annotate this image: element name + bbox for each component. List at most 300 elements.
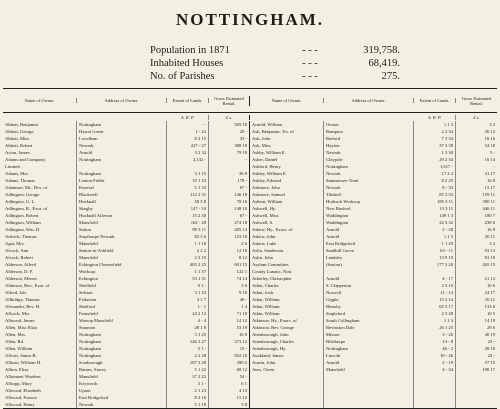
- table-cell: Allotment Wardens: [5, 374, 41, 379]
- table-cell: Claypole: [326, 157, 343, 162]
- table-cell: 17 2 2: [441, 171, 453, 176]
- table-cell: Agar, Mrs.: [5, 241, 25, 246]
- page-title: NOTTINGHAM.: [175, 10, 325, 29]
- table-cell: Hyson Green: [79, 129, 104, 134]
- header-rental-left: Gross Estimated Rental.: [209, 96, 250, 106]
- table-cell: 159 11: [482, 192, 495, 197]
- table-cell: 1 1 3: [443, 318, 453, 323]
- table-cell: 93 13: [484, 248, 495, 253]
- table-cell: Newark: [79, 143, 94, 148]
- table-cell: 16 11: [484, 297, 495, 302]
- table-cell: New Basford: [326, 206, 351, 211]
- table-cell: Atkin, William: [252, 311, 280, 316]
- table-cell: 1 1 5: [443, 234, 453, 239]
- table-cell: Attenborough, Hy.: [252, 346, 287, 351]
- table-cell: Mansfield: [79, 374, 98, 379]
- table-cell: Limited.: [5, 164, 21, 169]
- table-cell: Ashmore, John: [252, 185, 280, 190]
- table-cell: 15 2 30: [192, 213, 206, 218]
- table-cell: 652 10: [234, 353, 247, 358]
- table-cell: Askew, Luke: [252, 241, 277, 246]
- table-cell: Lambley: [326, 255, 343, 260]
- table-cell: 16 8: [486, 178, 495, 183]
- table-cell: 1 - 22: [195, 129, 206, 134]
- table-cell: 2 2 28: [194, 353, 206, 358]
- table-cell: Acton, James: [5, 150, 30, 155]
- table-cell: 16 14: [484, 157, 495, 162]
- table-cell: 53 19: [236, 325, 247, 330]
- table-cell: Lenton Fields: [79, 178, 105, 183]
- table-cell: 107 3 28: [189, 360, 206, 365]
- table-cell: 5 1 18: [194, 402, 206, 407]
- table-cell: 28 1 8: [194, 325, 206, 330]
- header-rental-right: Gross Estimated Rental.: [461, 95, 492, 106]
- table-cell: 162 - 28: [190, 220, 206, 225]
- table-cell: Attenborough, Charles: [252, 339, 294, 344]
- table-cell: Allcock, Mrs.: [5, 311, 31, 316]
- table-cell: Adamson, Mr., Dvs. of: [5, 185, 48, 190]
- table-cell: 390 11: [482, 199, 495, 204]
- table-cell: Atkinson, Hy., Exors. of: [252, 318, 297, 323]
- table-cell: Alderson, Misses: [5, 276, 37, 281]
- summary-row: [150, 57, 400, 70]
- table-cell: 19 1 23: [192, 178, 206, 183]
- right-rentals: [456, 121, 497, 408]
- table-cell: 13 3 11: [439, 206, 453, 211]
- summary-dash: - - -: [302, 71, 318, 82]
- table-cell: Bleasby: [326, 304, 341, 309]
- table-cell: 190 17: [482, 367, 495, 372]
- table-cell: 2 3 19: [194, 255, 206, 260]
- table-cell: Sutton-in-Ashfield: [79, 248, 114, 253]
- table-cell: Summerses-Trent: [326, 178, 359, 183]
- table-cell: Abbott, George: [5, 129, 34, 134]
- table-cell: 112 2 31: [190, 192, 206, 197]
- table-cell: Newark: [326, 171, 341, 176]
- table-cell: 4 - 4: [197, 318, 206, 323]
- table-cell: 40 19: [484, 332, 495, 337]
- table-cell: Hodsock Worksop: [326, 199, 360, 204]
- table-cell: 9 1 -: [197, 283, 206, 288]
- table-cell: Sheffield: [79, 283, 96, 288]
- table-cell: 265 15: [482, 262, 495, 267]
- table-cell: 8 2 15: [194, 136, 206, 141]
- table-cell: Allen, William: [5, 346, 33, 351]
- table-cell: 178 -: [237, 178, 247, 183]
- table-cell: 12 18: [236, 248, 247, 253]
- table-cell: Nottingham: [79, 339, 101, 344]
- table-cell: 54 -: [239, 374, 247, 379]
- table-cell: 8 2 16: [194, 395, 206, 400]
- table-cell: Adlington, William: [5, 220, 41, 225]
- table-cell: 3 1 15: [194, 171, 206, 176]
- table-cell: Atkin, William: [252, 297, 280, 302]
- table-cell: Sandhill Grove: [326, 248, 354, 253]
- table-cell: Adams, Thomas: [5, 178, 36, 183]
- table-cell: [414, 268, 453, 275]
- table-cell: 274 18: [234, 220, 247, 225]
- table-cell: 1 - 1: [197, 304, 206, 309]
- units-extent-right: A. R. P.: [414, 115, 456, 120]
- table-cell: 23 -: [487, 353, 495, 358]
- table-cell: 13 9 10: [439, 255, 453, 260]
- summary-dash: - - -: [302, 58, 318, 69]
- table-cell: 2 6: [241, 241, 247, 246]
- table-cell: Alderson, Alfred: [5, 262, 36, 267]
- table-cell: Askew, John: [252, 234, 276, 239]
- table-cell: 14 19: [484, 318, 495, 323]
- table-body: [3, 121, 497, 408]
- table-cell: 67 -: [239, 213, 247, 218]
- units-extent-left: A. R. P.: [167, 115, 209, 120]
- table-cell: Alfred, Joh.: [5, 290, 27, 295]
- table-cell: Kneesal: [79, 185, 94, 190]
- table-cell: 9 18: [238, 290, 247, 295]
- table-cell: 20 -: [239, 129, 247, 134]
- table-cell: 24 17: [484, 290, 495, 295]
- table-cell: 238 8: [484, 220, 495, 225]
- table-cell: 11 - 14: [440, 290, 453, 295]
- left-owner-names: [3, 121, 77, 408]
- summary-label: Population in 1871: [150, 45, 230, 56]
- table-cell: Aves, Owen: [252, 367, 275, 372]
- table-cell: Waddington: [326, 220, 349, 225]
- table-cell: Mansfield: [79, 255, 98, 260]
- table-cell: 85 3 33: [439, 192, 453, 197]
- table-cell: 37 2 22: [192, 374, 206, 379]
- table-cell: Allen, Mrs.: [5, 332, 27, 337]
- table-cell: Waddington: [326, 213, 349, 218]
- table-cell: Newark: [326, 150, 341, 155]
- table-cell: 20 11: [484, 234, 495, 239]
- table-cell: 388 10: [234, 143, 247, 148]
- table-cell: 4 - 34: [442, 367, 453, 372]
- table-cell: Stapleford: [326, 311, 346, 316]
- table-cell: 1 1 29: [441, 241, 453, 246]
- table-cell: Retford: [326, 136, 341, 141]
- table-cell: 180 7: [484, 213, 495, 218]
- table-cell: Newark: [326, 185, 341, 190]
- table-cell: Alderson, Rev., Exor. of: [5, 283, 50, 288]
- table-cell: 30 12: [484, 129, 495, 134]
- table-cell: Aslin, Sanderson: [252, 248, 284, 253]
- table-cell: 2 2 2: [196, 248, 206, 253]
- table-cell: 68 12: [236, 367, 247, 372]
- table-cell: (Saxton): [326, 262, 342, 267]
- table-cell: Allbridge, Thomas: [5, 297, 40, 302]
- table-cell: Hayton: [326, 143, 340, 148]
- table-cell: Atkin, William: [252, 304, 280, 309]
- table-cell: -: [245, 157, 247, 162]
- table-cell: Shelford: [79, 304, 95, 309]
- table-cell: [167, 163, 206, 170]
- header-address-right: Address of Owner.: [324, 98, 414, 103]
- table-cell: 2 3 10: [441, 283, 453, 288]
- table-cell: Adlington, G. L.: [5, 199, 36, 204]
- table-cell: 146 3 27: [189, 339, 206, 344]
- header-name-left: Name of Owner.: [3, 98, 77, 103]
- left-extents: [167, 121, 209, 408]
- table-cell: 6 1: [241, 381, 247, 386]
- table-cell: 16 16: [484, 136, 495, 141]
- table-cell: Misson: [326, 332, 340, 337]
- table-cell: Adlington, George: [5, 192, 40, 197]
- table-cell: Adlington, R., Exor. of: [5, 206, 48, 211]
- table-cell: Nottingham: [79, 157, 101, 162]
- table-cell: Arnold: [79, 150, 93, 155]
- table-cell: Selston: [79, 290, 93, 295]
- table-cell: Alcock, Robert: [5, 255, 34, 260]
- table-cell: 1,617 -: [439, 164, 453, 169]
- table-cell: East Bridgeford: [326, 241, 356, 246]
- table-cell: Alderson, D. F.: [5, 269, 34, 274]
- summary-row: [150, 70, 400, 83]
- summary-row: [150, 44, 400, 57]
- summary-label: Inhabited Houses: [150, 58, 224, 69]
- table-cell: -: [493, 164, 495, 169]
- table-cell: Nottingham: [326, 164, 348, 169]
- table-cell: Scarborough: [79, 360, 103, 365]
- table-cell: Adams and Company,: [5, 157, 46, 162]
- units-row: [3, 113, 497, 121]
- table-cell: 3 1 23: [194, 290, 206, 295]
- table-cell: Allen, Miss Eliza: [5, 325, 38, 330]
- table-cell: 3 - 26: [442, 332, 453, 337]
- table-cell: 177 3 20: [436, 262, 453, 267]
- table-cell: Asher, Daniel: [252, 157, 278, 162]
- table-cell: 5 3 25: [194, 332, 206, 337]
- table-cell: 24 2 13: [192, 311, 206, 316]
- table-cell: 53 1 31: [192, 276, 206, 281]
- table-cell: S. Clapperton: [326, 283, 352, 288]
- table-cell: [209, 163, 247, 170]
- table-cell: East Bridgeford: [79, 395, 109, 400]
- table-cell: 2 - 19: [442, 360, 453, 365]
- table-cell: - -: [201, 122, 206, 127]
- table-cell: Arnold, William: [252, 122, 283, 127]
- table-cell: County Lunatic, Nott.: [252, 269, 293, 274]
- table-cell: 4 - 17: [442, 276, 453, 281]
- table-cell: Farnsfield: [79, 311, 98, 316]
- table-cell: Eckington: [79, 276, 98, 281]
- summary-value: 68,419.: [368, 58, 400, 69]
- table-cell: [456, 268, 495, 275]
- table-cell: 15 17: [484, 185, 495, 190]
- table-cell: Hucknall: [79, 199, 96, 204]
- table-cell: Ash, Miss: [252, 143, 271, 148]
- table-cell: 29 2 34: [439, 157, 453, 162]
- table-cell: 8 12: [238, 255, 247, 260]
- table-cell: 16 8: [486, 227, 495, 232]
- table-cell: 1 4: [241, 304, 247, 309]
- summary-dash: - - -: [302, 45, 318, 56]
- table-cell: 65 3 17: [439, 304, 453, 309]
- table-cell: 10 6: [486, 283, 495, 288]
- table-cell: 2 - 28: [442, 227, 453, 232]
- table-cell: [326, 268, 413, 275]
- table-cell: Ashwell, Hy.: [252, 206, 277, 211]
- table-cell: Adlington, Wm. D.: [5, 227, 41, 232]
- table-cell: Nottingham: [79, 122, 101, 127]
- table-cell: Fiskerton: [79, 297, 97, 302]
- table-cell: 405 14: [234, 227, 247, 232]
- table-cell: Arnold: [326, 227, 340, 232]
- table-cell: Eckington Chesterfield: [79, 262, 122, 267]
- table-cell: 78 16: [236, 199, 247, 204]
- table-cell: 74 14: [236, 276, 247, 281]
- table-cell: Adwick, Thomas: [5, 234, 37, 239]
- table-cell: Bevinston Dale: [326, 325, 355, 330]
- table-cell: 21 12: [484, 276, 495, 281]
- table-cell: 3 1 -: [197, 381, 206, 386]
- table-cell: Ashley, William E.: [252, 171, 287, 176]
- table-cell: Blackwell: [79, 192, 98, 197]
- table-cell: Allwood, James: [5, 318, 35, 323]
- table-cell: Allison, William H.: [5, 360, 42, 365]
- table-cell: 5 1 22: [194, 367, 206, 372]
- table-cell: 5 8: [241, 402, 247, 407]
- table-cell: South Collingham: [326, 318, 360, 323]
- table-cell: 2 3 28: [441, 311, 453, 316]
- table-cell: 14 12: [236, 318, 247, 323]
- table-cell: 82 3 6: [194, 234, 206, 239]
- table-cell: 8 2 25: [441, 178, 453, 183]
- table-cell: Ashby, William E.: [252, 150, 286, 155]
- table-cell: Adlington, Robert: [5, 213, 39, 218]
- right-extents: [414, 121, 456, 408]
- table-cell: 1 1 37: [194, 269, 206, 274]
- table-cell: Ashmore, Samuel: [252, 192, 285, 197]
- table-cell: 49 18: [484, 346, 495, 351]
- header-extent-right: Extent of Lands.: [414, 98, 456, 103]
- table-cell: 149 1 3: [439, 213, 453, 218]
- table-cell: Rampton: [326, 129, 343, 134]
- table-cell: 15 -: [239, 346, 247, 351]
- table-cell: 5 1 33: [194, 185, 206, 190]
- units-rental-left: £ s.: [209, 115, 250, 120]
- table-cell: Allwood, Francis: [5, 395, 37, 400]
- table-cell: 2 2 34: [441, 129, 453, 134]
- table-cell: Ashley, Edward: [252, 178, 282, 183]
- table-cell: 79 18: [236, 150, 247, 155]
- table-cell: Staunton: [79, 325, 96, 330]
- table-cell: Newark: [79, 402, 94, 407]
- table-cell: 67 -: [239, 185, 247, 190]
- table-cell: Askew, Hy., Exors. of: [252, 227, 293, 232]
- header-address-left: Address of Owner.: [77, 98, 167, 103]
- table-cell: Allwood, Elizabeth: [5, 388, 41, 393]
- table-cell: Ashwell, Miss: [252, 213, 279, 218]
- table-cell: Allwood, Henry: [5, 402, 35, 407]
- table-cell: 123 10: [234, 234, 247, 239]
- table-cell: Staythorpe Newark: [79, 234, 115, 239]
- table-cell: Arnold: [326, 234, 340, 239]
- table-cell: Hucknall Alfreton: [79, 213, 113, 218]
- table-cell: Arnold: [326, 360, 340, 365]
- table-cell: 89 3 11: [192, 227, 206, 232]
- table-cell: Allen, Rd.: [5, 339, 25, 344]
- table-cell: 3 6: [241, 283, 247, 288]
- table-cell: 10 - 26: [439, 353, 453, 358]
- table-cell: 3 2 32: [194, 150, 206, 155]
- table-cell: Ashford, Henry: [252, 164, 281, 169]
- table-cell: Ashwell, S.: [252, 220, 274, 225]
- right-owner-addresses: [324, 121, 414, 408]
- table-cell: 41 17: [484, 171, 495, 176]
- table-cell: 10 5: [486, 311, 495, 316]
- table-cell: Abbott, Robert: [5, 143, 33, 148]
- table-cell: 1 3 30: [441, 150, 453, 155]
- table-cell: 63 - 11: [440, 248, 453, 253]
- table-cell: 81 19: [484, 255, 495, 260]
- table-cell: Atkin, Josh.: [252, 290, 275, 295]
- table-cell: Warsop Mansfield: [79, 318, 113, 323]
- header-extent-left: Extent of Lands.: [167, 98, 209, 103]
- table-cell: 40 -: [239, 297, 247, 302]
- table-cell: 57 15: [484, 360, 495, 365]
- table-cell: Ash, Benjamin, Trs. of: [252, 129, 294, 134]
- table-cell: Nottingham: [79, 346, 101, 351]
- table-cell: 58 3 8: [194, 199, 206, 204]
- table-cell: 15 12: [236, 395, 247, 400]
- table-cell: Alexander, Rev. H.: [5, 304, 41, 309]
- table-cell: Ash, John: [252, 136, 271, 141]
- owners-table: [3, 88, 497, 409]
- table-cell: Atkin, Charles: [252, 283, 279, 288]
- table-cell: Worksop: [79, 269, 96, 274]
- table-cell: 23 -: [487, 339, 495, 344]
- table-cell: Mansfield: [79, 241, 98, 246]
- table-cell: 146 18: [234, 192, 247, 197]
- table-cell: Lowdham: [79, 136, 98, 141]
- table-cell: 5 -: [490, 150, 495, 155]
- table-cell: 33 -: [239, 136, 247, 141]
- table-cell: 29 6: [486, 325, 495, 330]
- summary-value: 319,758.: [363, 45, 400, 56]
- table-cell: Nottingham: [326, 346, 348, 351]
- table-cell: Abbott, Benjamin: [5, 122, 38, 127]
- table-cell: 1 1 3: [443, 122, 453, 127]
- table-cell: Attenborough, John: [252, 332, 289, 337]
- table-cell: Allcott, James B.: [5, 353, 37, 358]
- table-cell: 273 12: [234, 339, 247, 344]
- table-cell: Norwell: [326, 290, 342, 295]
- table-cell: 133 6: [484, 304, 495, 309]
- table-cell: 4 13: [238, 388, 247, 393]
- table-cell: Nottingham: [79, 353, 101, 358]
- table-cell: 16 8: [238, 332, 247, 337]
- table-cell: 3 1 -: [197, 346, 206, 351]
- table-cell: Austin, John: [252, 360, 276, 365]
- table-cell: 22 3 32: [439, 220, 453, 225]
- table-cell: Alcock, Ann: [5, 248, 29, 253]
- table-cell: Aslin, John: [252, 255, 273, 260]
- right-owner-names: [250, 121, 324, 408]
- table-cell: 1 1 18: [194, 241, 206, 246]
- table-cell: Abbott, Miss: [5, 136, 29, 141]
- table-cell: 122 1: [236, 269, 247, 274]
- table-cell: Sutton: [79, 227, 91, 232]
- header-name-right: Name of Owner.: [250, 98, 324, 103]
- table-cell: 54 18: [484, 143, 495, 148]
- table-cell: Allsopp, Mary: [5, 381, 32, 386]
- table-cell: 446 11: [482, 206, 495, 211]
- summary-block: [150, 44, 400, 83]
- table-cell: Adams, Mrs.: [5, 171, 29, 176]
- summary-value: 275.: [381, 71, 400, 82]
- table-cell: 7 3 34: [441, 136, 453, 141]
- table-cell: Lincoln: [326, 353, 341, 358]
